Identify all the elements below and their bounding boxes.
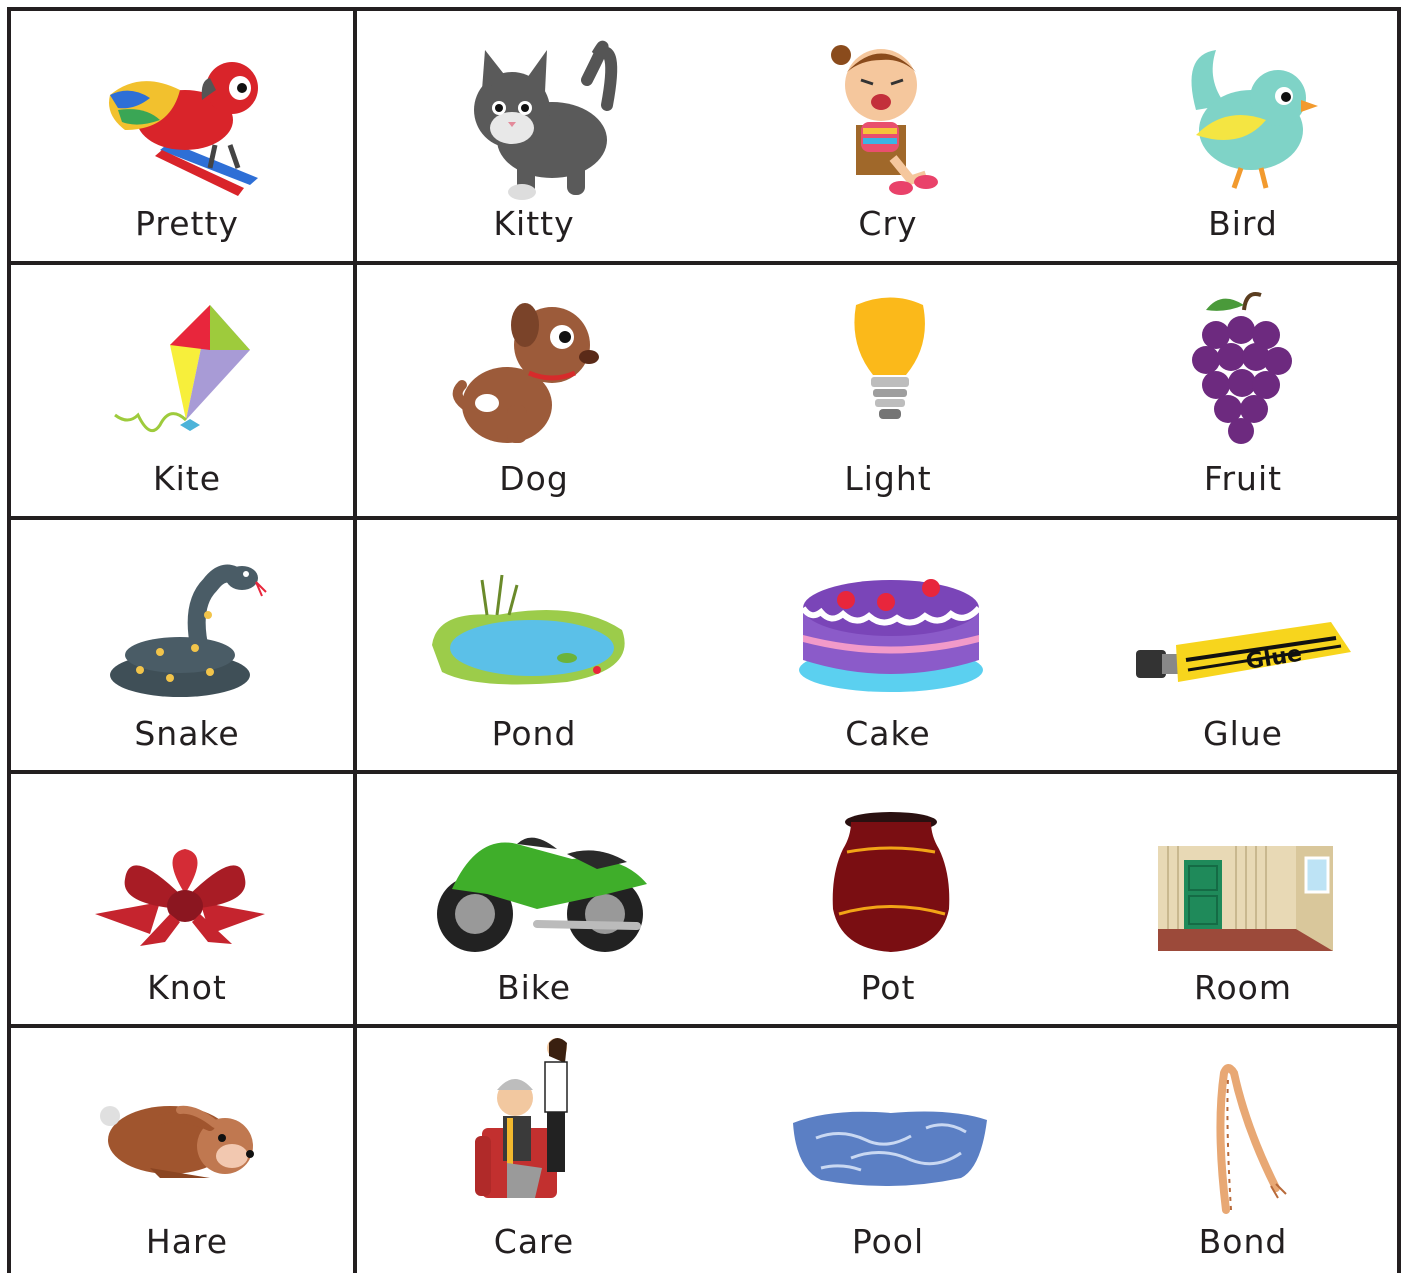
snake-icon bbox=[10, 520, 364, 710]
grid-cell-kite bbox=[10, 265, 364, 519]
hare-icon bbox=[10, 1028, 364, 1218]
grid-cell-pot bbox=[711, 774, 1065, 1028]
grid-cell-cake bbox=[711, 520, 1065, 774]
caregiver-icon bbox=[357, 1028, 711, 1218]
grid-cell-bike bbox=[357, 774, 711, 1028]
word-label: Kite bbox=[152, 459, 222, 498]
grid-cell-hare bbox=[10, 1028, 364, 1282]
motorbike-icon bbox=[357, 774, 711, 964]
dog-icon bbox=[357, 265, 711, 455]
parrot-icon bbox=[10, 10, 364, 200]
word-label: Fruit bbox=[1203, 459, 1283, 498]
grid-cell-pond bbox=[357, 520, 711, 774]
word-label: Bike bbox=[496, 968, 572, 1007]
grid-row-divider bbox=[7, 770, 1401, 774]
word-label: Glue bbox=[1203, 714, 1283, 753]
grid-cell-glue bbox=[1066, 520, 1405, 774]
word-label: Snake bbox=[134, 714, 240, 753]
word-label: Cake bbox=[845, 714, 931, 753]
glue-tube-icon bbox=[1066, 520, 1405, 710]
grid-cell-fruit bbox=[1066, 265, 1405, 519]
word-label: Pot bbox=[860, 968, 916, 1007]
word-label: Pool bbox=[851, 1222, 925, 1261]
grid-border-left bbox=[7, 7, 11, 1273]
pool-icon bbox=[711, 1028, 1065, 1218]
word-label: Dog bbox=[499, 459, 569, 498]
grapes-icon bbox=[1066, 265, 1405, 455]
word-label: Knot bbox=[147, 968, 227, 1007]
kitten-icon bbox=[357, 10, 711, 200]
word-label: Kitty bbox=[493, 204, 575, 243]
pot-icon bbox=[711, 774, 1065, 964]
grid-cell-care bbox=[357, 1028, 711, 1282]
grid-cell-knot bbox=[10, 774, 364, 1028]
grid-cell-room bbox=[1066, 774, 1405, 1028]
grid-cell-kitty bbox=[357, 10, 711, 264]
crying-girl-icon bbox=[711, 10, 1065, 200]
room-icon bbox=[1066, 774, 1405, 964]
word-label: Pond bbox=[491, 714, 577, 753]
grid-cell-bird bbox=[1066, 10, 1405, 264]
kite-icon bbox=[10, 265, 364, 455]
glue-tube-label: Glue bbox=[1244, 641, 1304, 675]
pond-icon bbox=[357, 520, 711, 710]
grid-cell-bond bbox=[1066, 1028, 1405, 1282]
ribbon-knot-icon bbox=[10, 774, 364, 964]
word-label: Room bbox=[1194, 968, 1292, 1007]
grid-row-divider bbox=[7, 261, 1401, 265]
word-label: Hare bbox=[145, 1222, 229, 1261]
word-label: Pretty bbox=[135, 204, 239, 243]
grid-cell-cry bbox=[711, 10, 1065, 264]
cake-icon bbox=[711, 520, 1065, 710]
word-label: Bond bbox=[1198, 1222, 1288, 1261]
grid-cell-pretty bbox=[10, 10, 364, 264]
grid-border-right bbox=[1397, 7, 1401, 1273]
word-label: Bird bbox=[1208, 204, 1278, 243]
grid-border-top bbox=[7, 7, 1401, 11]
word-label: Light bbox=[844, 459, 932, 498]
grid-column-divider bbox=[353, 7, 357, 1273]
word-label: Cry bbox=[858, 204, 918, 243]
grid-row-divider bbox=[7, 1024, 1401, 1028]
rope-bond-icon bbox=[1066, 1028, 1405, 1218]
word-label: Care bbox=[493, 1222, 575, 1261]
grid-cell-dog bbox=[357, 265, 711, 519]
grid-cell-light bbox=[711, 265, 1065, 519]
grid-row-divider bbox=[7, 516, 1401, 520]
light-bulb-icon bbox=[711, 265, 1065, 455]
bird-icon bbox=[1066, 10, 1405, 200]
grid-cell-pool bbox=[711, 1028, 1065, 1282]
grid-cell-snake bbox=[10, 520, 364, 774]
